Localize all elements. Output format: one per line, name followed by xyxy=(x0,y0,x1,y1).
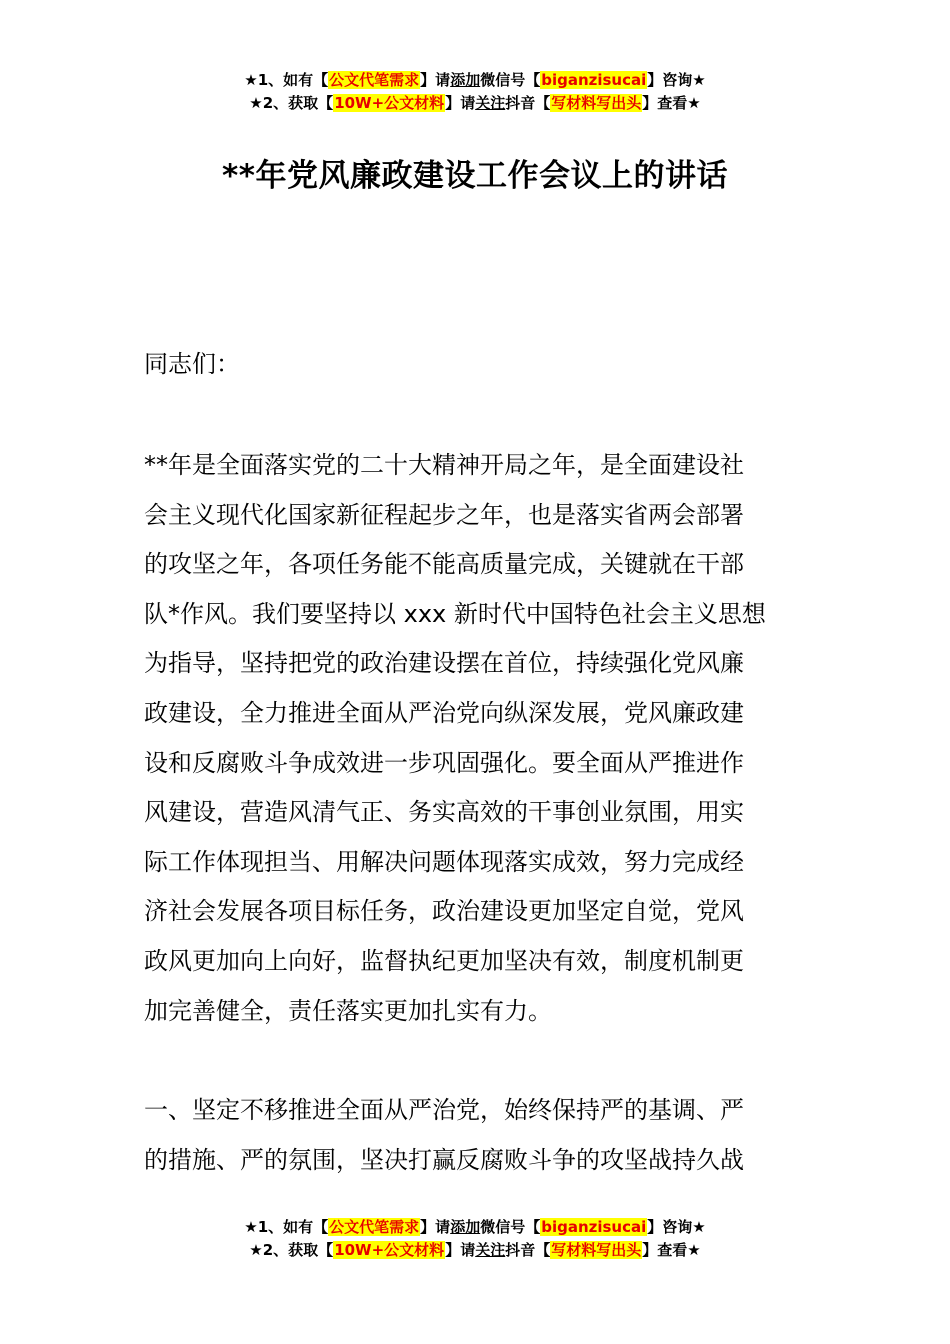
banner-highlight: 公文代笔需求 xyxy=(329,1218,420,1236)
banner-text: 】咨询★ xyxy=(647,1218,706,1236)
paragraph-line: 一、坚定不移推进全面从严治党，始终保持严的基调、严 xyxy=(144,1096,744,1124)
banner-text: ★2、获取【 xyxy=(249,1241,334,1259)
banner-text: 】咨询★ xyxy=(647,71,706,89)
paragraph-line: 际工作体现担当、用解决问题体现落实成效，努力完成经 xyxy=(144,847,744,876)
banner-text: ★1、如有【 xyxy=(244,71,329,89)
paragraph-line: 设和反腐败斗争成效进一步巩固强化。要全面从严推进作 xyxy=(144,748,744,777)
banner-text: ★1、如有【 xyxy=(244,1218,329,1236)
banner-text: 】查看★ xyxy=(642,1241,701,1259)
banner-text: 】请 xyxy=(420,71,451,89)
banner-text: ★2、获取【 xyxy=(249,94,334,112)
banner-text: 】查看★ xyxy=(642,94,701,112)
banner-text: 微信号【 xyxy=(480,1218,541,1236)
banner-text: 】请 xyxy=(445,1241,476,1259)
paragraph-line: 济社会发展各项目标任务，政治建设更加坚定自觉，党风 xyxy=(144,897,744,926)
banner-line-1 xyxy=(0,1216,950,1239)
banner-underline: 添加 xyxy=(450,1218,481,1236)
banner-highlight: biganzisucai xyxy=(541,71,647,89)
banner-highlight: 10W+公文材料 xyxy=(334,1241,445,1259)
paragraph-line: 政风更加向上向好，监督执纪更加坚决有效，制度机制更 xyxy=(144,946,744,975)
body-paragraph-1 xyxy=(144,441,808,1036)
banner-highlight: 写材料写出头 xyxy=(551,94,642,112)
paragraph-line: **年是全面落实党的二十大精神开局之年，是全面建设社 xyxy=(144,451,744,479)
section-heading-1 xyxy=(144,1086,808,1185)
document-title: **年党风廉政建设工作会议上的讲话 xyxy=(222,158,728,194)
salutation: 同志们： xyxy=(144,350,240,378)
banner-line-2 xyxy=(0,92,950,115)
banner-text: 抖音【 xyxy=(505,94,551,112)
banner-highlight: 10W+公文材料 xyxy=(334,94,445,112)
banner-highlight: 公文代笔需求 xyxy=(329,71,420,89)
banner-underline: 关注 xyxy=(475,94,506,112)
paragraph-line: 队*作风。我们要坚持以 xxx 新时代中国特色社会主义思想 xyxy=(144,599,766,628)
paragraph-line: 加完善健全，责任落实更加扎实有力。 xyxy=(144,996,552,1025)
paragraph-line: 的攻坚之年，各项任务能不能高质量完成，关键就在干部 xyxy=(144,550,744,579)
banner-line-2 xyxy=(0,1239,950,1262)
banner-text: 】请 xyxy=(420,1218,451,1236)
banner-underline: 添加 xyxy=(450,71,481,89)
paragraph-line: 为指导，坚持把党的政治建设摆在首位，持续强化党风廉 xyxy=(144,649,744,678)
paragraph-line: 会主义现代化国家新征程起步之年，也是落实省两会部署 xyxy=(144,500,744,529)
banner-line-1 xyxy=(0,69,950,92)
paragraph-line: 风建设，营造风清气正、务实高效的干事创业氛围，用实 xyxy=(144,798,744,827)
banner-highlight: 写材料写出头 xyxy=(551,1241,642,1259)
banner-highlight: biganzisucai xyxy=(541,1218,647,1236)
footer-banner xyxy=(0,1216,950,1262)
banner-text: 抖音【 xyxy=(505,1241,551,1259)
banner-text: 】请 xyxy=(445,94,476,112)
header-banner xyxy=(0,69,950,115)
banner-underline: 关注 xyxy=(475,1241,506,1259)
banner-text: 微信号【 xyxy=(480,71,541,89)
paragraph-line: 的措施、严的氛围，坚决打赢反腐败斗争的攻坚战持久战 xyxy=(144,1145,744,1174)
paragraph-line: 政建设，全力推进全面从严治党向纵深发展，党风廉政建 xyxy=(144,698,744,727)
